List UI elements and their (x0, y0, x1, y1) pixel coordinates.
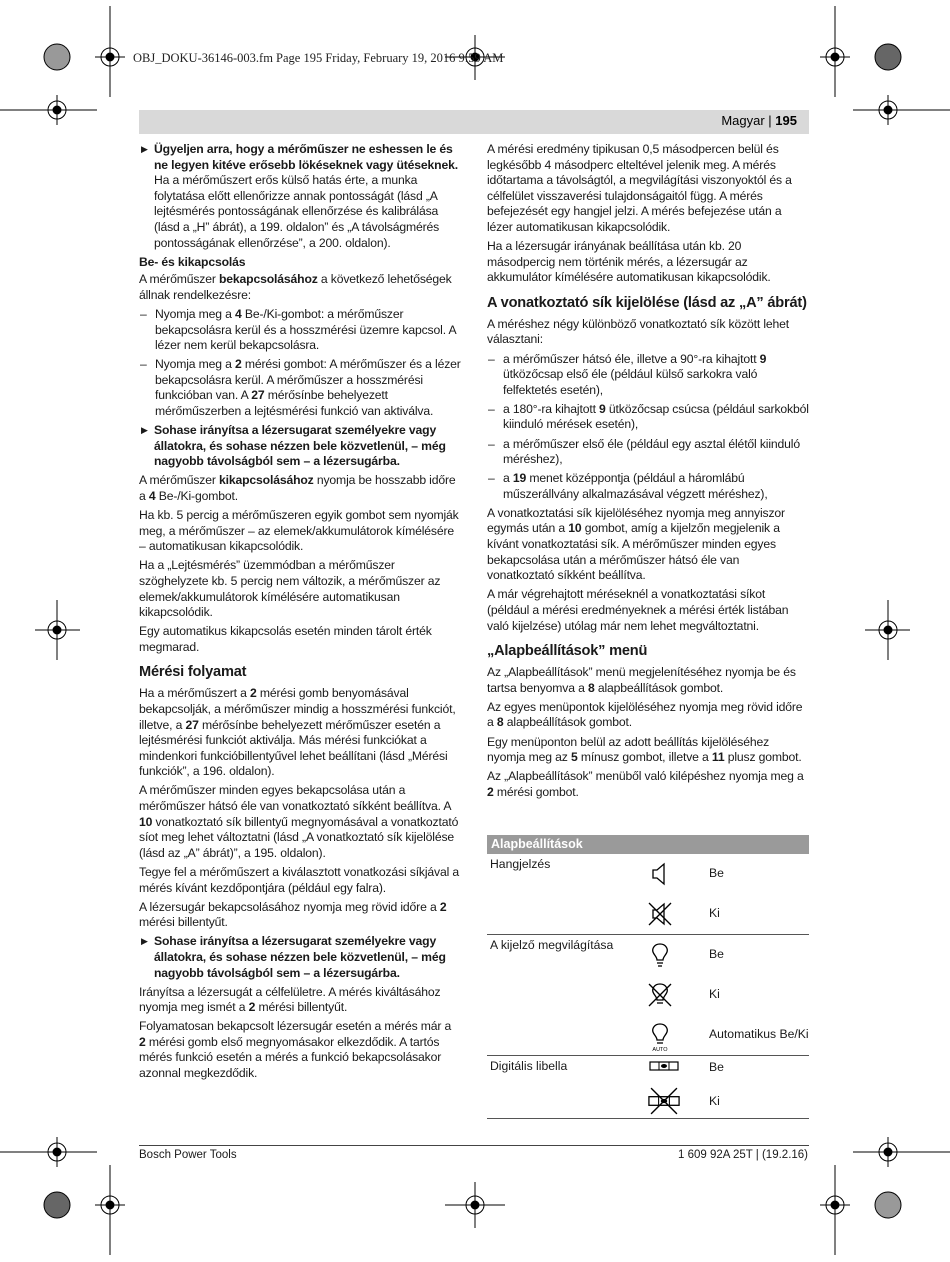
speaker-icon (647, 861, 673, 887)
para-menu-4: Az „Alapbeállítások” menüből való kilépéshez nyomja meg a 2 mérési gombot. (487, 769, 804, 799)
table-row (487, 1086, 809, 1118)
para-auto-off-3: Egy automatikus kikapcsolás esetén minden tárolt érték megmarad. (139, 624, 432, 654)
para-ref-note: A már végrehajtott méréseknél a vonatkoztatási síkot (például a mérési eredményeknek a mérési érték listában való kijelzése) utólag már nem lehet megváltoztatni. (487, 587, 789, 633)
para-menu-2: Az egyes menüpontok kijelöléséhez nyomja meg rövid időre a 8 alapbeállítások gombot. (487, 699, 803, 730)
heading-measuring-process: Mérési folyamat (139, 664, 247, 681)
setting-name: Hangjelzés (490, 857, 551, 871)
warning-laser: ▶ Sohase irányítsa a lézersugarat személyekre vagy állatokra, és sohase nézzen bele közvetlenül, – még nagyobb távolságból sem – a lézersugárba. (139, 423, 461, 470)
setting-value: Be (709, 866, 724, 880)
footer-brand: Bosch Power Tools (139, 1149, 237, 1161)
para-switch-off: A mérőműszer kikapcsolásához nyomja be hosszabb időre a 4 Be-/Ki-gombot. (139, 473, 456, 503)
setting-name: Digitális libella (490, 1059, 568, 1073)
para-measure-1: Ha a mérőműszert a 2 mérési gomb benyomásával bekapcsolják, a mérőműszer mindig a hosszmérési funkciót, illetve, a 27 mérősínbe behelyezett mérőműszer esetén a lejtésmérési funkciót aktiválja. Más mérési funkciókat a mindenkori funkcióbillentyűvel lehet beállítani (lásd „Mérési funkciók”, a 196. oldalon). (139, 686, 456, 779)
list-item: – Nyomja meg a 4 Be-/Ki-gombot: a mérőműszer bekapcsolásra kerül és a hosszmérési üzemre kapcsol. A lézer nem kerül bekapcsolásra. (139, 307, 461, 354)
para-measure-4: A lézersugár bekapcsolásához nyomja meg rövid időre a 2 mérési billentyűt. (139, 899, 447, 930)
right-column (487, 142, 809, 804)
para-auto-off-2: Ha a „Lejtésmérés” üzemmódban a mérőműszer szöghelyzete kb. 5 percig nem változik, a mérőműszer az elemek/akkumulátorok kímélésére automatikusan kikapcsolódik. (139, 558, 441, 620)
para-measure-6: Folyamatosan bekapcsolt lézersugár esetén a mérés már a 2 mérési gomb első megnyomásakor elkezdődik. A tartós mérés funkció esetén a mérés a funkció bekapcsolásakor azonnal megkezdődik. (139, 1019, 452, 1081)
settings-group-level (487, 1056, 809, 1119)
para-ref-intro: A méréshez négy különböző vonatkoztató sík között lehet választani: (487, 316, 790, 347)
header-language: Magyar (721, 113, 765, 128)
setting-value: Ki (709, 987, 720, 1001)
list-item: – Nyomja meg a 2 mérési gombot: A mérőműszer és a lézer bekapcsolásra kerül. A mérőműszer a hosszmérési funkcióban van. A 27 mérősínbe behelyezett mérőműszerben a lejtésmérési funkció van aktiválva. (139, 357, 461, 419)
page-number: 195 (775, 113, 797, 128)
table-row (487, 935, 809, 975)
page-header-bar (139, 110, 809, 134)
footer-doc-number: 1 609 92A 25T | (19.2.16) (678, 1149, 809, 1161)
para-measure-2: A mérőműszer minden egyes bekapcsolása után a mérőműszer hátsó éle van vonatkoztató síkként beállítva. A 10 vonatkoztató sík billentyű megnyomásával a vonatkoztató síot meg lehet változtatni (lásd „A vonatkoztató sík kijelölése (lásd az „A” ábrát)”, a 195. oldalon). (139, 783, 459, 860)
speaker-crossed-icon (647, 901, 673, 927)
list-item: – a 19 menet középpontja (például a háromlábú műszerállvány alkalmazásával végzett méréshez), (487, 471, 809, 502)
setting-value: Ki (709, 906, 720, 920)
auto-tag: AUTO (652, 1047, 668, 1052)
para-auto-off-1: Ha kb. 5 percig a mérőműszeren egyik gombot sem nyomják meg, a mérőműszer – az elemek/akkumulátorok kímélésére – automatikusan kikapcsolódik. (139, 508, 459, 554)
para-measure-3: Tegye fel a mérőműszert a kiválasztott vonatkozási síkjával a mérés kívánt kezdőpontjára (például egy falra). (139, 864, 460, 895)
para-ref-select: A vonatkoztatási sík kijelöléséhez nyomja meg annyiszor egymás után a 10 gombot, amíg a kijelzőn megjelenik a kívánt vonatkoztatási sík. A mérőműszer minden egyes bekapcsolása után a mérőműszer hátsó éle van vonatkoztató síkként beállítva. (487, 505, 785, 583)
heading-reference-plane: A vonatkoztató sík kijelölése (lásd az „A” ábrát) (487, 294, 807, 311)
bulb-icon (647, 942, 673, 968)
level-crossed-icon (647, 1087, 681, 1115)
setting-value: Automatikus Be/Ki (709, 1027, 809, 1041)
settings-table (487, 835, 809, 1119)
list-item: – a mérőműszer első éle (például egy asztal élétől kiinduló méréshez), (487, 437, 809, 468)
table-row (487, 854, 809, 894)
table-row (487, 975, 809, 1015)
bulb-crossed-icon (647, 982, 673, 1008)
list-item: – a 180°-ra kihajtott 9 ütközőcsap csúcsa (például sarkokból kiinduló mérések esetén), (487, 402, 809, 433)
warning-drop: ▶ Ügyeljen arra, hogy a mérőműszer ne eshessen le és ne legyen kitéve erősebb lökéseknek vagy ütéseknek. Ha a mérőműszert erős külső hatás érte, a munka folytatása előtt ellenőrizze annak pontosságát (lásd „A lejtésmérés pontosságának ellenőrzése és kalibrálása (lásd a „H” ábrát), a 199. oldalon” és „A távolságmérés pontosságának ellenőrzése”, a 200. oldalon). (139, 142, 461, 251)
table-row (487, 894, 809, 934)
heading-on-off: Be- és kikapcsolás (139, 254, 246, 269)
left-column (139, 142, 461, 1085)
setting-value: Ki (709, 1094, 720, 1108)
settings-table-header: Alapbeállítások (487, 835, 809, 854)
setting-name: A kijelző megvilágítása (490, 938, 614, 952)
setting-value: Be (709, 1060, 724, 1074)
para-measure-5: Irányítsa a lézersugát a célfelületre. A mérés kiváltásához nyomja meg ismét a 2 mérési billentyűt. (139, 984, 441, 1015)
settings-group-sound (487, 854, 809, 935)
page-header: Magyar | 195 (721, 113, 797, 128)
list-item: – a mérőműszer hátsó éle, illetve a 90°-ra kihajtott 9 ütközőcsap első éle (például külső sarkokra való felfektetés esetén), (487, 352, 809, 399)
settings-group-light (487, 935, 809, 1056)
para-menu-1: Az „Alapbeállítások” menü megjelenítéséhez nyomja be és tartsa benyomva a 8 alapbeállítások gombot. (487, 665, 796, 695)
level-icon (647, 1059, 681, 1073)
file-slug: OBJ_DOKU-36146-003.fm Page 195 Friday, February 19, 2016 9:59 AM (133, 51, 504, 65)
bulb-auto-icon (647, 1022, 673, 1052)
warning-laser-2: ▶ Sohase irányítsa a lézersugarat személyekre vagy állatokra, és sohase nézzen bele közvetlenül, – még nagyobb távolságból sem – a lézersugárba. (139, 934, 461, 981)
table-row (487, 1015, 809, 1055)
para-menu-3: Egy menüponton belül az adott beállítás kijelöléséhez nyomja meg az 5 mínusz gombot, illetve a 11 plusz gombot. (487, 734, 802, 765)
para-switch-on: A mérőműszer bekapcsolásához a következő lehetőségek állnak rendelkezésre: (139, 272, 452, 302)
setting-value: Be (709, 947, 724, 961)
table-row (487, 1056, 809, 1086)
para-laser-timeout: Ha a lézersugár irányának beállítása után kb. 20 másodpercig nem történik mérés, a lézersugár az akkumulátor kímélésére automatikusan kikapcsolódik. (487, 239, 771, 285)
para-result-time: A mérési eredmény tipikusan 0,5 másodpercen belül és legkésőbb 4 másodperc elteltével jelenik meg. A mérés időtartama a távolságtól, a megvilágítási viszonyoktól és a célfelület visszaverési tulajdonságaitól függ. A mérés befejezését egy hangjel jelzi. A mérés befejezése után a lézer automatikusan kikapcsolódik. (487, 142, 792, 234)
footer-rule (139, 1145, 809, 1146)
heading-basic-settings: „Alapbeállítások” menü (487, 643, 648, 660)
